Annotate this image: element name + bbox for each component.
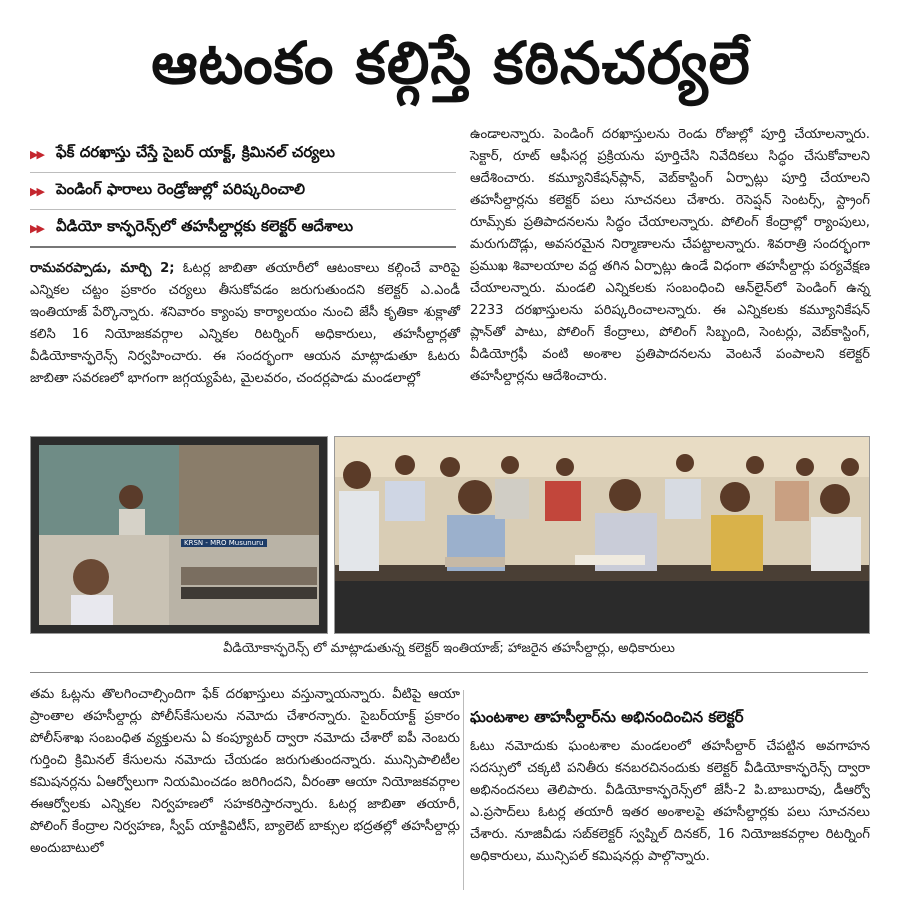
article-continued-paragraph: తమ ఓట్లను తొలగించాల్సిందిగా ఫేక్ దరఖాస్తులు వస్తున్నాయన్నారు. వీటిపై ఆయా ప్రాంతాల తహసీల్దార్లు పోలీస్‌కేసులను నమోదు చేశారన్నారు. సైబర్‌యాక్ట్ ప్రకారం పోలీస్‌శాఖ సంబంధిత వ్యక్తులను ఏ కంప్యూటర్ ద్వారా నమోదు చేశారో ఐపీ నెంబరు గుర్తించి క్రిమినల్ కేసులను నమోదు చేయడం జరుగుతుందన్నారు. మున్సిపాలిటీల కమిషనర్లను ఏఆర్వోలుగా నియమించడం జరిగిందని, వీరంతా ఆయా నియోజకవర్గాల ఈఆర్వోలకు ఎన్నికల నిర్వహణలో సహకరిస్తారన్నారు. ఓటర్ల జాబితా తయారీ, పోలింగ్ కేంద్రాల నిర్వహణ, స్వీప్ యాక్టివిటీస్, బ్యాలెట్ బాక్సుల భద్రతల్లో తహసీల్దార్లు అందుబాటులో: [30, 687, 460, 856]
double-arrow-icon: ▶▶: [30, 184, 43, 198]
photo-caption: వీడియోకాన్ఫరెన్స్ లో మాట్లాడుతున్న కలెక్టర్ ఇంతియాజ్; హాజరైన తహసీల్దార్లు, అధికారులు: [223, 641, 675, 656]
column-divider: [463, 690, 464, 890]
article-intro-text: ఓటర్ల జాబితా తయారీలో ఆటంకాలు కల్గించే వారిపై ఎన్నికల చట్టం ప్రకారం చర్యలు తీసుకోవడం జరుగుతుందని కలెక్టర్ ఎ.ఎండీ ఇంతియాజ్ పేర్కొన్నారు. శనివారం క్యాంపు కార్యాలయం నుంచి జేసీ కృతికా శుక్లాతో కలిసి 16 నియోజకవర్గాల ఎన్నికల రిటర్నింగ్ అధికారులు, తహసీల్దార్లతో వీడియోకాన్ఫరెన్స్ నిర్వహించారు. ఈ సందర్భంగా ఆయన మాట్లాడుతూ ఓటరు జాబితా సవరణలో భాగంగా జగ్గయ్యపేట, మైలవరం, చందర్లపాడు మండలాల్లో: [30, 261, 460, 386]
subheading-text: పెండింగ్ ఫారాలు రెండ్రోజుల్లో పరిష్కరించాలి: [56, 180, 305, 198]
double-arrow-icon: ▶▶: [30, 147, 43, 161]
subheading-item: [30, 210, 456, 248]
headline: ఆటంకం కల్గిస్తే కఠినచర్యలే: [151, 29, 751, 97]
subheading-list: [30, 136, 456, 248]
subheading-text: వీడియో కాన్ఫరెన్స్‌లో తహసీల్దార్లకు కలెక్టర్ ఆదేశాలు: [56, 217, 354, 235]
subheading-item: [30, 136, 456, 173]
sidebar-body: ఓటు నమోదుకు ఘంటశాల మండలంలో తహసీల్దార్ చేపట్టిన అవగాహన సదస్సులో చక్కటి పనితీరు కనబరచినందుకు కలెక్టర్ వీడియోకాన్ఫరెన్స్ ద్వారా అభినందనలు తెలిపారు. వీడియోకాన్ఫరెన్స్‌లో జేసీ-2 పి.బాబురావు, డీఆర్వో ఎ.ప్రసాద్‌లు ఓటర్ల తయారీ ఇతర అంశాలపై తహసీల్దార్లకు పలు సూచనలు చేశారు. నూజివీడు సబ్‌కలెక్టర్ స్వప్నిల్ దినకర్, 16 నియోజకవర్గాల రిటర్నింగ్ అధికారులు, మున్సిపల్ కమిషనర్లు పాల్గొన్నారు.: [470, 739, 870, 864]
article-right-column: ఉండాలన్నారు. పెండింగ్ దరఖాస్తులను రెండు రోజుల్లో పూర్తి చేయాలన్నారు. సెక్టార్, రూట్ ఆఫీసర్ల ప్రక్రియను పూర్తిచేసి నివేదికలు సిద్ధం చేసుకోవాలని ఆదేశించారు. కమ్యూనికేషన్‌ప్లాన్, వెబ్‌కాస్టింగ్ ఏర్పాట్లు పూర్తి చేయాలని తహసీల్దార్లను కలెక్టర్ పలు సూచనలు చేశారు. రెసెప్షన్ సెంటర్స్, స్ట్రాంగ్ రూమ్స్‌కు ప్రతిపాదనలను సిద్ధం చేయాలన్నారు. పోలింగ్ కేంద్రాల్లో ర్యాంపులు, మరుగుదొడ్లు, అవసరమైన నిర్మాణాలను చేపట్టాలన్నారు. శివరాత్రి సందర్భంగా ప్రముఖ శివాలయాల వద్ద తగిన ఏర్పాట్లు ఉండే విధంగా తహసీల్దార్లు పర్యవేక్షణ చేయాలన్నారు. మండలి ఎన్నికలకు సంబంధించి ఆన్‌లైన్‌లో పెండింగ్ ఉన్న 2233 దరఖాస్తులను పరిష్కరించాలన్నారు. ఈ ఎన్నికలకు కమ్యూనికేషన్ ప్లాన్‌తో పాటు, పోలింగ్ కేంద్రాలు, పోలింగ్ సిబ్బంది, సెంటర్లు, వెబ్‌కాస్టింగ్, వీడియోగ్రఫీ వంటి అంశాల ప్రతిపాదనలను వెంటనే పంపాలని కలెక్టర్ తహసీల్దార్లను ఆదేశించారు.: [470, 127, 870, 384]
dateline: రామవరప్పాడు, మార్చి 2;: [30, 261, 175, 276]
video-conference-screen-photo: [30, 436, 328, 634]
video-conference-screen-illustration: [31, 437, 327, 633]
screen-label: KRSN - MRO Musunuru: [181, 539, 267, 547]
subheading-text: ఫేక్ దరఖాస్తు చేస్తే సైబర్ యాక్ట్, క్రిమినల్ చర్యలు: [56, 143, 335, 161]
officials-meeting-photo: [334, 436, 870, 634]
sidebar-heading: ఘంటశాల తాహసీల్దార్‌ను అభినందించిన కలెక్టర్: [470, 708, 744, 726]
officials-meeting-illustration: [335, 437, 869, 633]
double-arrow-icon: ▶▶: [30, 221, 43, 235]
caption-divider: [30, 672, 868, 673]
article-intro-paragraph: [30, 258, 460, 390]
subheading-item: [30, 173, 456, 210]
